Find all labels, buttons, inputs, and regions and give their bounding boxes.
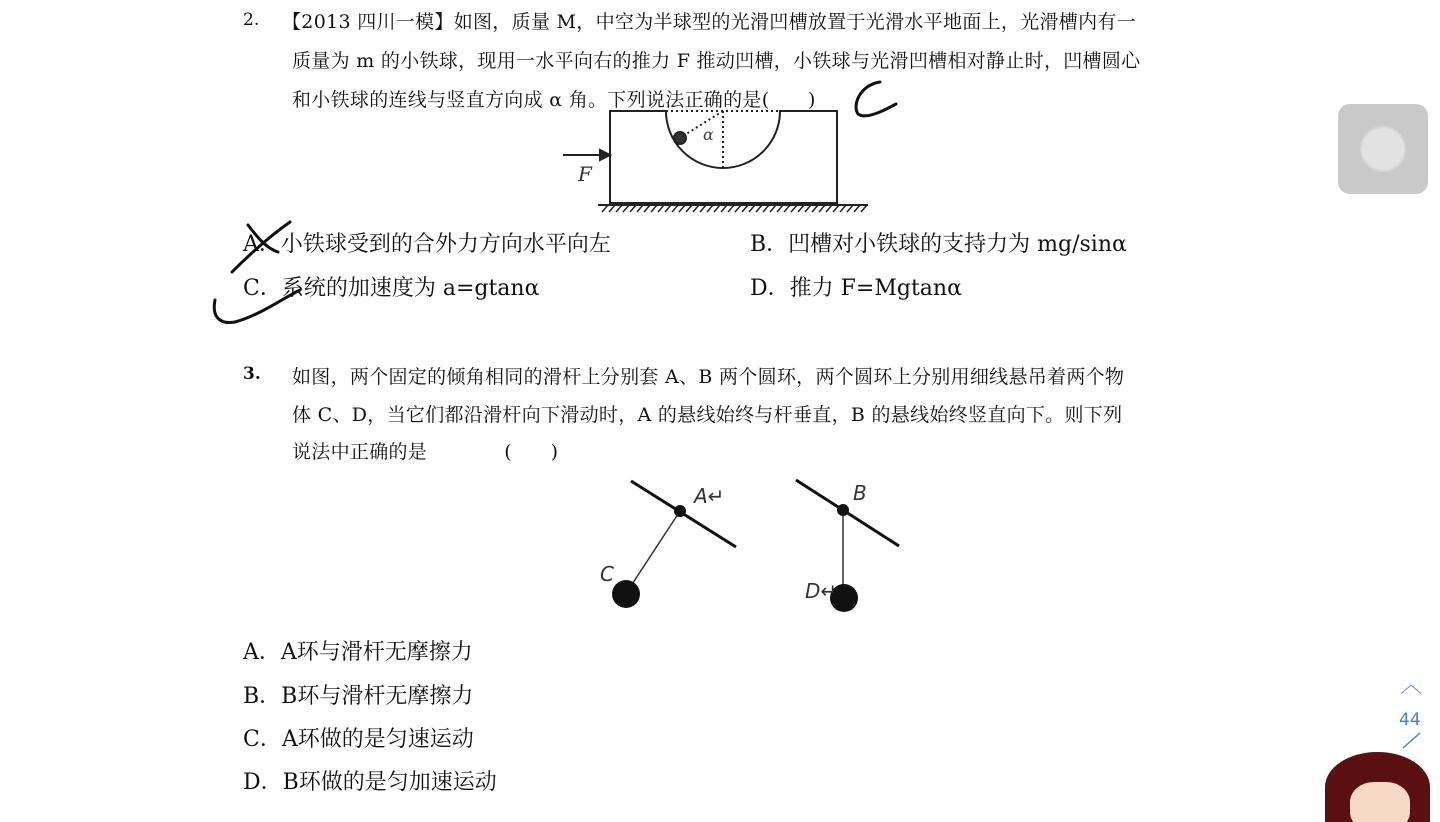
- hatch-line: [819, 205, 825, 212]
- q2-line-2: 质量为 m 的小铁球，现用一水平向右的推力 F 推动凹槽，小铁球与光滑凹槽相对静止时，凹槽圆心: [292, 50, 1141, 72]
- hatch-line: [658, 205, 664, 212]
- hatch-line: [714, 205, 720, 212]
- hatch-line: [665, 205, 671, 212]
- hatch-line: [812, 205, 818, 212]
- q3-option-a: A．A环与滑杆无摩擦力: [243, 640, 473, 665]
- q3-option-b: B．B环与滑杆无摩擦力: [243, 684, 474, 709]
- angle-label: α: [703, 125, 714, 144]
- hatch-line: [798, 205, 804, 212]
- hatch-line: [784, 205, 790, 212]
- hatch-line: [749, 205, 755, 212]
- hatch-line: [735, 205, 741, 212]
- q2-option-b: B．凹槽对小铁球的支持力为 mg/sinα: [750, 232, 1127, 257]
- hatch-line: [840, 205, 846, 212]
- hatch-line: [763, 205, 769, 212]
- hatch-line: [833, 205, 839, 212]
- q2-line-3: 和小铁球的连线与竖直方向成 α 角。下列说法正确的是( ): [292, 89, 816, 111]
- hatch-line: [721, 205, 727, 212]
- hatch-line: [686, 205, 692, 212]
- q2-option-d: D．推力 F=Mgtanα: [750, 276, 962, 301]
- avatar: [1325, 752, 1430, 822]
- force-arrow-head: [600, 150, 610, 160]
- hatch-line: [770, 205, 776, 212]
- hatch-line: [847, 205, 853, 212]
- hatch-line: [679, 205, 685, 212]
- hatch-line: [861, 205, 867, 212]
- ring-a: [674, 505, 686, 517]
- label-ring-b: B: [853, 481, 867, 505]
- hatch-line: [651, 205, 657, 212]
- hatch-line: [609, 205, 615, 212]
- hatch-line: [644, 205, 650, 212]
- hatch-line: [728, 205, 734, 212]
- chevron-up-icon[interactable]: ︿: [1400, 673, 1423, 698]
- hatch-line: [700, 205, 706, 212]
- hatch-line: [637, 205, 643, 212]
- label-ring-a: A↵: [694, 484, 725, 508]
- hatch-line: [602, 205, 608, 212]
- hatch-line: [630, 205, 636, 212]
- hatch-line: [693, 205, 699, 212]
- string-a: [627, 511, 680, 592]
- hatch-line: [826, 205, 832, 212]
- q2-number: 2.: [243, 10, 260, 30]
- hatch-line: [616, 205, 622, 212]
- hatch-line: [805, 205, 811, 212]
- hatch-line: [672, 205, 678, 212]
- cross-mark-stroke-2: [232, 222, 290, 272]
- q3-option-d: D．B环做的是匀加速运动: [243, 770, 497, 795]
- hatch-line: [777, 205, 783, 212]
- hatch-line: [791, 205, 797, 212]
- q3-line-2: 体 C、D，当它们都沿滑杆向下滑动时，A 的悬线始终与杆垂直，B 的悬线始终竖直向下。则下列: [292, 404, 1123, 426]
- q2-option-c: C．系统的加速度为 a=gtanα: [243, 276, 540, 301]
- q3-line-3: 说法中正确的是 ( ): [292, 441, 559, 463]
- hatch-line: [707, 205, 713, 212]
- ring-b: [837, 504, 849, 516]
- hatch-line: [742, 205, 748, 212]
- label-body-d: D↵: [805, 579, 838, 603]
- avatar-face: [1350, 782, 1410, 822]
- circle-icon: [1360, 126, 1406, 172]
- handwritten-answer-c: [856, 82, 896, 116]
- page-divider: [1403, 733, 1420, 748]
- hatch-line: [623, 205, 629, 212]
- q2-line-1: 【2013 四川一模】如图，质量 M，中空为半球型的光滑凹槽放置于光滑水平地面上，光滑槽内有一: [282, 11, 1136, 33]
- iron-ball: [674, 132, 686, 144]
- q3-number: 3.: [243, 364, 261, 384]
- force-label: F: [578, 162, 592, 186]
- q2-option-a: A．小铁球受到的合外力方向水平向左: [243, 232, 611, 257]
- floating-assist-button[interactable]: [1338, 104, 1428, 194]
- check-mark: [214, 290, 300, 323]
- q2-groove-figure: [563, 111, 868, 212]
- label-body-c: C: [600, 562, 614, 586]
- hatch-line: [756, 205, 762, 212]
- q3-option-c: C．A环做的是匀速运动: [243, 727, 474, 752]
- body-c: [612, 580, 640, 608]
- q3-line-1: 如图，两个固定的倾角相同的滑杆上分别套 A、B 两个圆环，两个圆环上分别用细线悬吊着两个物: [292, 366, 1125, 388]
- ground-hatching: [602, 205, 867, 212]
- page-number: 44: [1399, 710, 1421, 730]
- hatch-line: [854, 205, 860, 212]
- cross-mark-stroke-1: [248, 225, 278, 252]
